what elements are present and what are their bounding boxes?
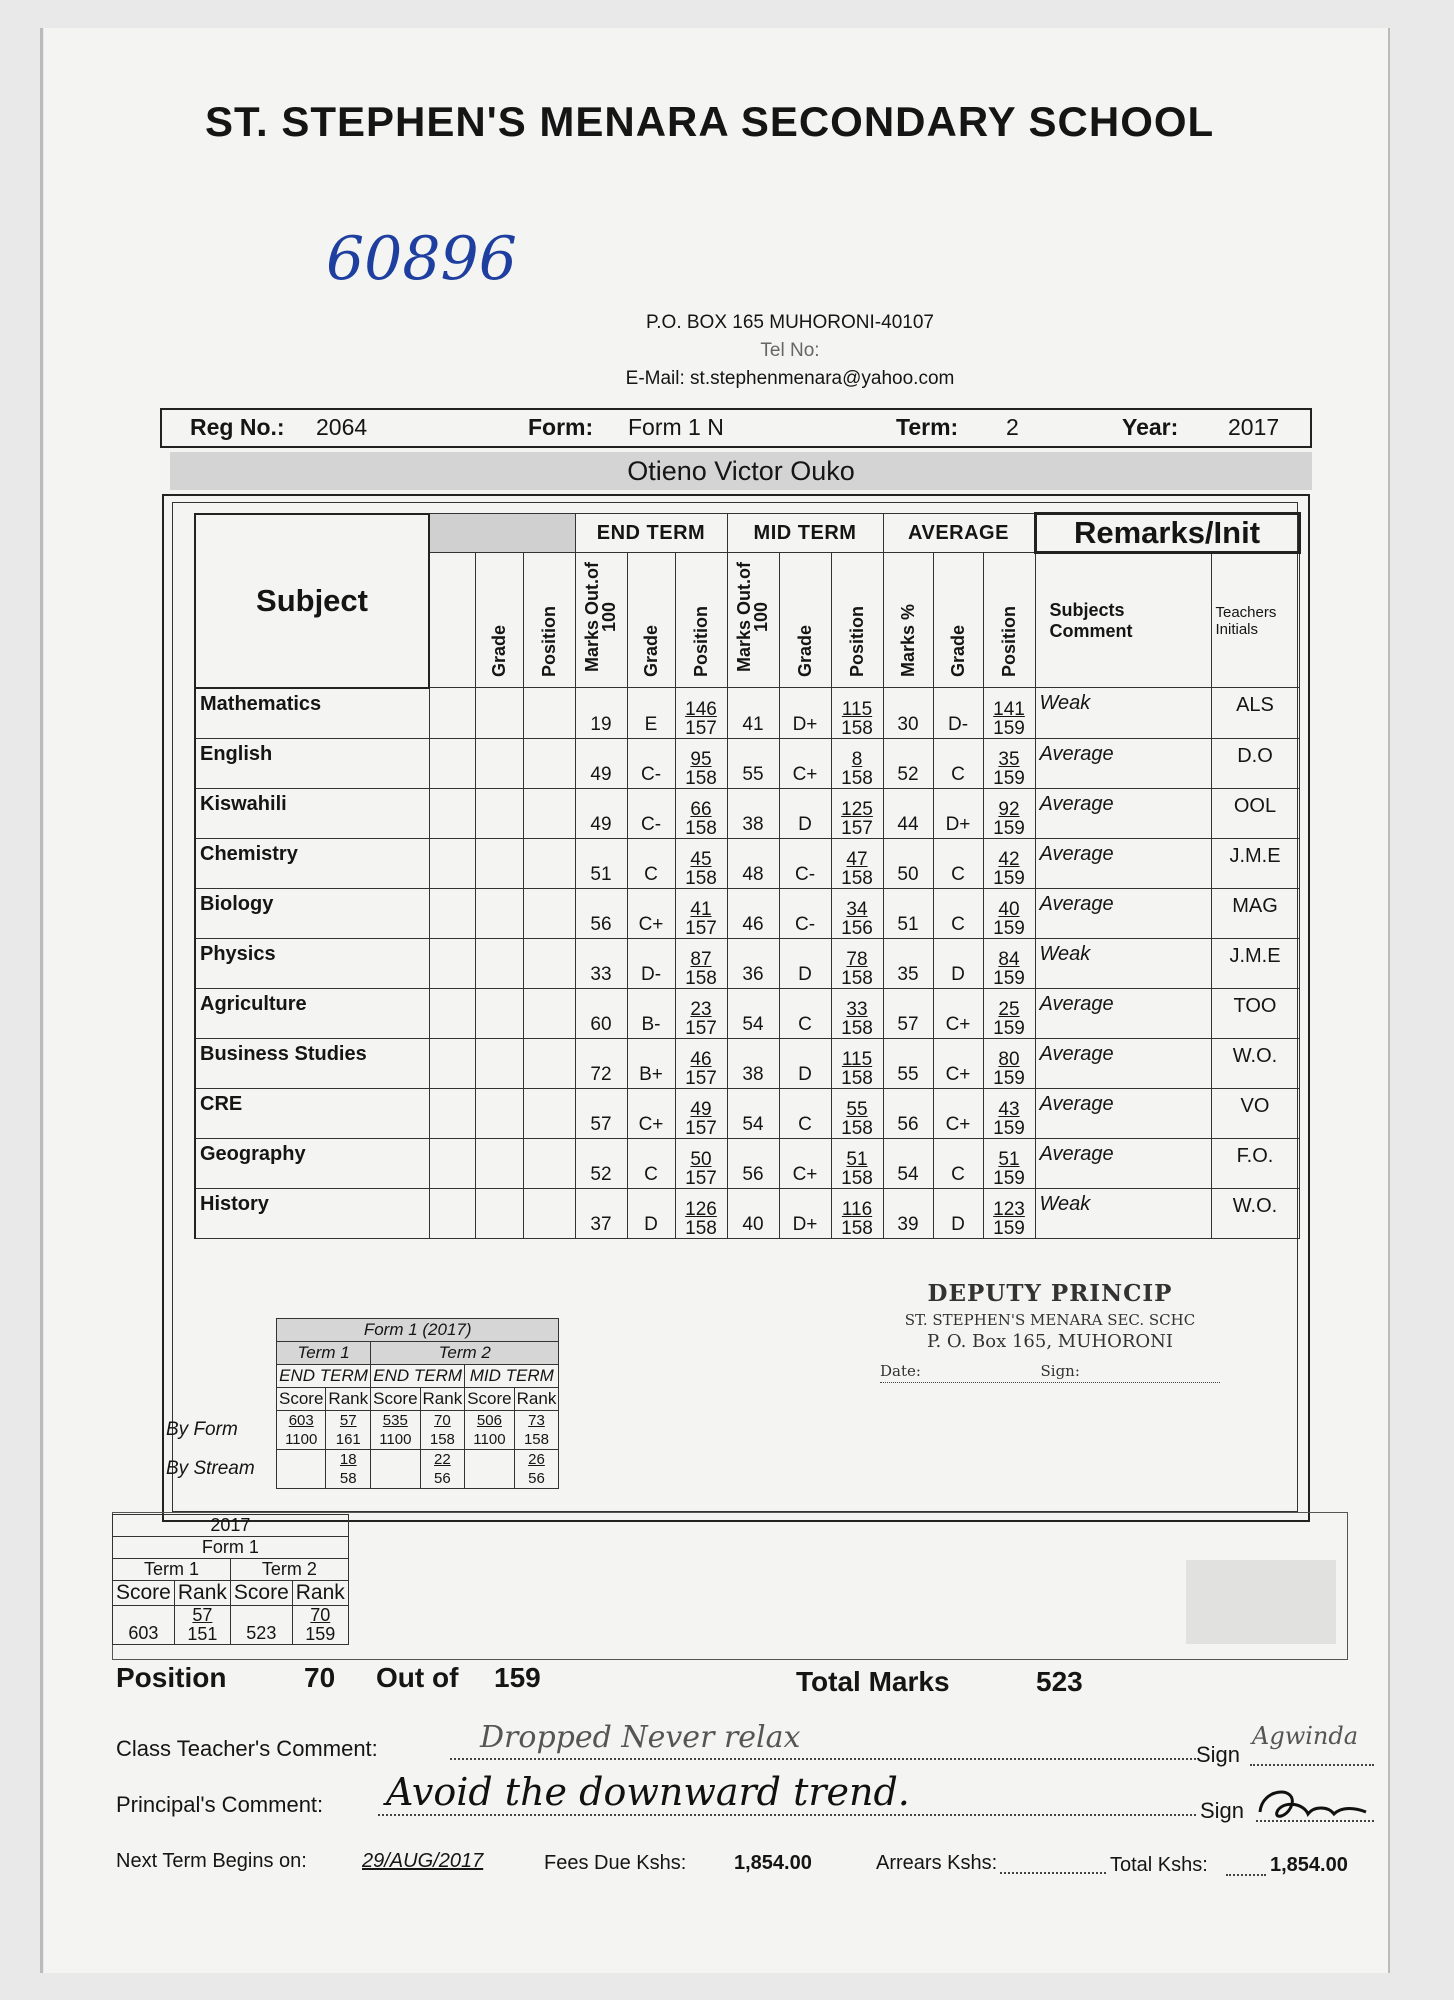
col-avg-grade: Grade bbox=[947, 624, 968, 677]
blank-cell bbox=[475, 1188, 523, 1238]
form-label: Form: bbox=[528, 414, 594, 440]
end-term-grade: D bbox=[627, 1188, 675, 1238]
subject-remark: Average bbox=[1035, 1088, 1211, 1138]
mid-term-heading: MID TERM bbox=[727, 514, 883, 553]
position-cell: 25 159 bbox=[983, 988, 1035, 1038]
teacher-initials: D.O bbox=[1211, 738, 1299, 788]
end-term-grade: C+ bbox=[627, 888, 675, 938]
end-term-grade: C- bbox=[627, 788, 675, 838]
mid-term-marks: 48 bbox=[727, 838, 779, 888]
blank-cell bbox=[523, 1038, 575, 1088]
mid-term-marks: 40 bbox=[727, 1188, 779, 1238]
summary-rank-1: Rank bbox=[326, 1388, 371, 1411]
average-marks: 54 bbox=[883, 1138, 933, 1188]
faded-stamp-area bbox=[1186, 1560, 1336, 1644]
blank-cell bbox=[429, 738, 475, 788]
teacher-initials: VO bbox=[1211, 1088, 1299, 1138]
position-cell: 126 158 bbox=[675, 1188, 727, 1238]
reg-label: Reg No.: bbox=[190, 414, 285, 440]
end-term-grade: C bbox=[627, 838, 675, 888]
end-term-marks: 52 bbox=[575, 1138, 627, 1188]
stamp-address: P. O. Box 165, MUHORONI bbox=[926, 1331, 1173, 1352]
mid-term-grade: D bbox=[779, 788, 831, 838]
subject-remark: Average bbox=[1035, 988, 1211, 1038]
by-form-cell: 73 158 bbox=[514, 1411, 559, 1450]
end-term-marks: 49 bbox=[575, 738, 627, 788]
average-grade: D bbox=[933, 938, 983, 988]
stamp-school: ST. STEPHEN'S MENARA SEC. SCHC bbox=[904, 1311, 1196, 1329]
class-teacher-label: Class Teacher's Comment: bbox=[116, 1736, 378, 1761]
table-row bbox=[195, 1188, 1299, 1238]
position-cell: 84 159 bbox=[983, 938, 1035, 988]
subject-remark: Average bbox=[1035, 838, 1211, 888]
blank-cell bbox=[429, 888, 475, 938]
blank-cell bbox=[475, 738, 523, 788]
average-grade: C bbox=[933, 1138, 983, 1188]
average-marks: 44 bbox=[883, 788, 933, 838]
position-cell: 55 158 bbox=[831, 1088, 883, 1138]
subject-name: Chemistry bbox=[195, 838, 429, 888]
position-cell: 8 158 bbox=[831, 738, 883, 788]
position-cell: 116 158 bbox=[831, 1188, 883, 1238]
handwritten-reference-number: 60896 bbox=[326, 224, 517, 294]
position-value: 70 bbox=[304, 1662, 336, 1693]
mid-term-marks: 55 bbox=[727, 738, 779, 788]
summary-score-2: Score bbox=[371, 1388, 420, 1411]
by-stream-cell: 22 56 bbox=[420, 1450, 465, 1489]
blank-cell bbox=[429, 988, 475, 1038]
stamp-date-label: Date: bbox=[880, 1362, 921, 1380]
col-end-marks: Marks Out.of 100 bbox=[582, 562, 619, 673]
average-marks: 35 bbox=[883, 938, 933, 988]
average-marks: 57 bbox=[883, 988, 933, 1038]
position-cell: 46 157 bbox=[675, 1038, 727, 1088]
average-marks: 50 bbox=[883, 838, 933, 888]
position-cell: 42 159 bbox=[983, 838, 1035, 888]
mid-term-grade: C bbox=[779, 1088, 831, 1138]
blank-cell bbox=[429, 1188, 475, 1238]
position-cell: 115 158 bbox=[831, 688, 883, 739]
by-form-cell: 603 1100 bbox=[277, 1411, 326, 1450]
mid-term-marks: 56 bbox=[727, 1138, 779, 1188]
total-marks-label: Total Marks bbox=[796, 1666, 950, 1697]
position-cell: 92 159 bbox=[983, 788, 1035, 838]
by-form-cell: 535 1100 bbox=[371, 1411, 420, 1450]
position-cell: 66 158 bbox=[675, 788, 727, 838]
total-kshs-value: 1,854.00 bbox=[1270, 1854, 1348, 1876]
mid-term-marks: 38 bbox=[727, 788, 779, 838]
position-cell: 51 159 bbox=[983, 1138, 1035, 1188]
by-stream-empty-1 bbox=[277, 1450, 326, 1489]
fees-due-label: Fees Due Kshs: bbox=[544, 1852, 687, 1874]
by-form-label: By Form bbox=[166, 1419, 238, 1440]
end-term-marks: 49 bbox=[575, 788, 627, 838]
end-term-grade: C- bbox=[627, 738, 675, 788]
teacher-initials: OOL bbox=[1211, 788, 1299, 838]
col-position-blank: Position bbox=[538, 606, 559, 677]
average-marks: 56 bbox=[883, 1088, 933, 1138]
col-grade-blank: Grade bbox=[488, 624, 509, 677]
mid-term-marks: 36 bbox=[727, 938, 779, 988]
table-row bbox=[195, 888, 1299, 938]
student-name: Otieno Victor Ouko bbox=[627, 456, 855, 486]
position-cell: 23 157 bbox=[675, 988, 727, 1038]
blank-cell bbox=[475, 838, 523, 888]
principal-label: Principal's Comment: bbox=[116, 1792, 324, 1817]
by-form-cell: 70 158 bbox=[420, 1411, 465, 1450]
deputy-principal-stamp bbox=[880, 1280, 1220, 1383]
position-cell: 45 158 bbox=[675, 838, 727, 888]
school-email: E-Mail: st.stephenmenara@yahoo.com bbox=[625, 368, 955, 389]
table-row bbox=[195, 688, 1299, 739]
table-row bbox=[195, 1138, 1299, 1188]
average-grade: C+ bbox=[933, 988, 983, 1038]
position-cell: 141 159 bbox=[983, 688, 1035, 739]
summary-score-1: Score bbox=[277, 1388, 326, 1411]
blank-cell bbox=[523, 988, 575, 1038]
position-cell: 40 159 bbox=[983, 888, 1035, 938]
arrears-label: Arrears Kshs: bbox=[876, 1852, 998, 1874]
average-heading: AVERAGE bbox=[883, 514, 1035, 553]
blank-cell bbox=[429, 1038, 475, 1088]
year-summary-table bbox=[112, 1514, 349, 1645]
subject-remark: Average bbox=[1035, 738, 1211, 788]
average-grade: D- bbox=[933, 688, 983, 739]
end-term-marks: 33 bbox=[575, 938, 627, 988]
end-term-grade: B+ bbox=[627, 1038, 675, 1088]
blank-cell bbox=[523, 1088, 575, 1138]
year-score-label-1: Score bbox=[113, 1581, 175, 1606]
subject-name: Mathematics bbox=[195, 688, 429, 739]
year-summary-term2: Term 2 bbox=[230, 1559, 348, 1581]
arrears-dotted-line bbox=[1000, 1872, 1106, 1874]
principal-dotted-line bbox=[378, 1814, 1196, 1816]
table-row bbox=[195, 938, 1299, 988]
subject-remark: Average bbox=[1035, 888, 1211, 938]
by-stream-cell: 18 58 bbox=[326, 1450, 371, 1489]
end-term-grade: C bbox=[627, 1138, 675, 1188]
subject-remark: Average bbox=[1035, 788, 1211, 838]
position-cell: 50 157 bbox=[675, 1138, 727, 1188]
position-cell: 41 157 bbox=[675, 888, 727, 938]
position-cell: 47 158 bbox=[831, 838, 883, 888]
blank-cell bbox=[523, 788, 575, 838]
remarks-heading: Remarks/Init bbox=[1035, 514, 1299, 553]
position-cell: 80 159 bbox=[983, 1038, 1035, 1088]
subject-remark: Average bbox=[1035, 1038, 1211, 1088]
end-term-marks: 56 bbox=[575, 888, 627, 938]
form-summary-table bbox=[164, 1318, 559, 1489]
sign-dotted-line-1 bbox=[1250, 1764, 1374, 1766]
student-info-bar bbox=[160, 408, 1312, 448]
blank-cell bbox=[523, 688, 575, 739]
position-cell: 125 157 bbox=[831, 788, 883, 838]
teacher-initials: W.O. bbox=[1211, 1038, 1299, 1088]
position-cell: 35 159 bbox=[983, 738, 1035, 788]
blank-cell bbox=[523, 838, 575, 888]
table-row bbox=[195, 1038, 1299, 1088]
blank-cell bbox=[429, 938, 475, 988]
position-cell: 51 158 bbox=[831, 1138, 883, 1188]
summary-score-3: Score bbox=[465, 1388, 514, 1411]
by-stream-cell: 26 56 bbox=[514, 1450, 559, 1489]
table-row bbox=[195, 838, 1299, 888]
blank-cell bbox=[523, 938, 575, 988]
sheet-edge-right bbox=[1388, 28, 1390, 1973]
year-rank-label-1: Rank bbox=[174, 1581, 230, 1606]
average-grade: C bbox=[933, 838, 983, 888]
end-term-marks: 37 bbox=[575, 1188, 627, 1238]
summary-rank-2: Rank bbox=[420, 1388, 465, 1411]
mid-term-grade: C bbox=[779, 988, 831, 1038]
blank-cell bbox=[523, 1188, 575, 1238]
by-stream-empty-3 bbox=[465, 1450, 514, 1489]
stamp-title: DEPUTY PRINCIP bbox=[927, 1280, 1173, 1307]
mid-term-marks: 54 bbox=[727, 988, 779, 1038]
table-row bbox=[195, 988, 1299, 1038]
table-row bbox=[195, 738, 1299, 788]
col-end-position: Position bbox=[690, 606, 711, 677]
end-term-grade: B- bbox=[627, 988, 675, 1038]
mid-term-marks: 38 bbox=[727, 1038, 779, 1088]
position-cell: 78 158 bbox=[831, 938, 883, 988]
blank-cell bbox=[429, 1138, 475, 1188]
average-grade: C bbox=[933, 888, 983, 938]
average-marks: 51 bbox=[883, 888, 933, 938]
subject-name: Agriculture bbox=[195, 988, 429, 1038]
subject-remark: Weak bbox=[1035, 1188, 1211, 1238]
mid-term-marks: 54 bbox=[727, 1088, 779, 1138]
position-label: Position bbox=[116, 1662, 227, 1693]
blank-cell bbox=[475, 1138, 523, 1188]
position-cell: 43 159 bbox=[983, 1088, 1035, 1138]
col-avg-position: Position bbox=[998, 606, 1019, 677]
year-summary-year: 2017 bbox=[113, 1515, 349, 1537]
position-cell: 34 156 bbox=[831, 888, 883, 938]
year-t1-score: 603 bbox=[113, 1606, 175, 1645]
teacher-initials: ALS bbox=[1211, 688, 1299, 739]
total-dotted-line bbox=[1226, 1874, 1266, 1876]
teacher-initials: TOO bbox=[1211, 988, 1299, 1038]
blank-cell bbox=[475, 888, 523, 938]
year-t2-rank: 70 159 bbox=[292, 1606, 348, 1645]
summary-term2: Term 2 bbox=[371, 1342, 559, 1365]
blank-cell bbox=[429, 838, 475, 888]
position-cell: 95 158 bbox=[675, 738, 727, 788]
summary-t2-end-term: END TERM bbox=[371, 1365, 465, 1388]
form-value: Form 1 N bbox=[628, 414, 724, 440]
blank-cell bbox=[475, 1088, 523, 1138]
end-term-grade: E bbox=[627, 688, 675, 739]
form-summary-title: Form 1 (2017) bbox=[277, 1319, 559, 1342]
by-form-cell: 57 161 bbox=[326, 1411, 371, 1450]
average-grade: C bbox=[933, 738, 983, 788]
position-cell: 87 158 bbox=[675, 938, 727, 988]
blank-group-header bbox=[429, 514, 575, 553]
teacher-initials: J.M.E bbox=[1211, 938, 1299, 988]
mid-term-grade: D+ bbox=[779, 688, 831, 739]
mid-term-grade: C- bbox=[779, 838, 831, 888]
blank-cell bbox=[429, 1088, 475, 1138]
marks-table bbox=[194, 512, 1301, 1239]
year-score-label-2: Score bbox=[230, 1581, 292, 1606]
teacher-initials: W.O. bbox=[1211, 1188, 1299, 1238]
subject-heading: Subject bbox=[195, 514, 429, 688]
principal-signature-icon bbox=[1252, 1782, 1372, 1826]
school-address: P.O. BOX 165 MUHORONI-40107 bbox=[646, 312, 934, 333]
end-term-heading: END TERM bbox=[575, 514, 727, 553]
blank-cell bbox=[475, 988, 523, 1038]
subject-remark: Weak bbox=[1035, 938, 1211, 988]
school-tel: Tel No: bbox=[760, 340, 820, 361]
table-row bbox=[195, 788, 1299, 838]
subject-name: CRE bbox=[195, 1088, 429, 1138]
mid-term-marks: 41 bbox=[727, 688, 779, 739]
year-summary-form: Form 1 bbox=[113, 1537, 349, 1559]
summary-rank-3: Rank bbox=[514, 1388, 559, 1411]
position-cell: 123 159 bbox=[983, 1188, 1035, 1238]
mid-term-grade: C+ bbox=[779, 738, 831, 788]
position-cell: 49 157 bbox=[675, 1088, 727, 1138]
out-of-label: Out of bbox=[376, 1662, 459, 1693]
summary-t1-end-term: END TERM bbox=[277, 1365, 371, 1388]
blank-cell bbox=[429, 688, 475, 739]
principal-comment: Avoid the downward trend. bbox=[386, 1770, 910, 1814]
teacher-initials: MAG bbox=[1211, 888, 1299, 938]
total-kshs-label: Total Kshs: bbox=[1110, 1854, 1208, 1876]
summary-t2-mid-term: MID TERM bbox=[465, 1365, 559, 1388]
out-of-value: 159 bbox=[494, 1662, 541, 1693]
average-marks: 52 bbox=[883, 738, 933, 788]
position-cell: 115 158 bbox=[831, 1038, 883, 1088]
year-summary-term1: Term 1 bbox=[113, 1559, 231, 1581]
by-stream-label: By Stream bbox=[166, 1458, 255, 1479]
year-label: Year: bbox=[1122, 414, 1179, 440]
position-cell: 146 157 bbox=[675, 688, 727, 739]
col-end-grade: Grade bbox=[640, 624, 661, 677]
end-term-marks: 51 bbox=[575, 838, 627, 888]
end-term-marks: 19 bbox=[575, 688, 627, 739]
year-value: 2017 bbox=[1228, 414, 1280, 440]
class-teacher-dotted-line bbox=[450, 1758, 1196, 1760]
stamp-date-sign bbox=[880, 1362, 1220, 1383]
teacher-initials: F.O. bbox=[1211, 1138, 1299, 1188]
col-mid-grade: Grade bbox=[794, 624, 815, 677]
by-form-cell: 506 1100 bbox=[465, 1411, 514, 1450]
end-term-grade: C+ bbox=[627, 1088, 675, 1138]
mid-term-grade: D bbox=[779, 1038, 831, 1088]
mid-term-grade: C- bbox=[779, 888, 831, 938]
sign-label-1: Sign bbox=[1196, 1742, 1241, 1767]
end-term-grade: D- bbox=[627, 938, 675, 988]
class-teacher-signature: Agwinda bbox=[1252, 1722, 1359, 1750]
subjects-comment-heading: Subjects Comment bbox=[1035, 553, 1211, 688]
col-mid-marks: Marks Out.of 100 bbox=[734, 562, 771, 673]
student-name-bar bbox=[170, 452, 1312, 490]
average-marks: 55 bbox=[883, 1038, 933, 1088]
by-stream-empty-2 bbox=[371, 1450, 420, 1489]
average-grade: C+ bbox=[933, 1038, 983, 1088]
end-term-marks: 60 bbox=[575, 988, 627, 1038]
term-value: 2 bbox=[1006, 414, 1019, 440]
mid-term-marks: 46 bbox=[727, 888, 779, 938]
subject-remark: Weak bbox=[1035, 688, 1211, 739]
average-marks: 30 bbox=[883, 688, 933, 739]
blank-cell bbox=[523, 738, 575, 788]
class-teacher-comment: Dropped Never relax bbox=[480, 1720, 801, 1755]
blank-cell bbox=[475, 1038, 523, 1088]
average-grade: D bbox=[933, 1188, 983, 1238]
position-cell: 33 158 bbox=[831, 988, 883, 1038]
average-grade: D+ bbox=[933, 788, 983, 838]
sheet-edge-left bbox=[40, 28, 43, 1973]
col-avg-marks: Marks % bbox=[897, 603, 918, 677]
fees-due-value: 1,854.00 bbox=[734, 1852, 812, 1874]
year-t2-score: 523 bbox=[230, 1606, 292, 1645]
subject-name: Geography bbox=[195, 1138, 429, 1188]
col-blank-1 bbox=[429, 553, 475, 688]
next-term-value: 29/AUG/2017 bbox=[362, 1850, 484, 1872]
subject-name: English bbox=[195, 738, 429, 788]
sign-label-2: Sign bbox=[1200, 1798, 1245, 1823]
next-term-label: Next Term Begins on: bbox=[116, 1850, 307, 1872]
mid-term-grade: D+ bbox=[779, 1188, 831, 1238]
school-name: ST. STEPHEN'S MENARA SECONDARY SCHOOL bbox=[205, 98, 1215, 145]
teachers-initials-heading: Teachers Initials bbox=[1211, 553, 1299, 688]
average-marks: 39 bbox=[883, 1188, 933, 1238]
summary-term1: Term 1 bbox=[277, 1342, 371, 1365]
total-marks-value: 523 bbox=[1036, 1666, 1083, 1697]
blank-cell bbox=[523, 888, 575, 938]
teacher-initials: J.M.E bbox=[1211, 838, 1299, 888]
subject-remark: Average bbox=[1035, 1138, 1211, 1188]
average-grade: C+ bbox=[933, 1088, 983, 1138]
mid-term-grade: C+ bbox=[779, 1138, 831, 1188]
stamp-sign-label: Sign: bbox=[1040, 1362, 1080, 1380]
blank-cell bbox=[523, 1138, 575, 1188]
blank-cell bbox=[429, 788, 475, 838]
reg-value: 2064 bbox=[316, 414, 368, 440]
subject-name: Business Studies bbox=[195, 1038, 429, 1088]
subject-name: Biology bbox=[195, 888, 429, 938]
subject-name: Physics bbox=[195, 938, 429, 988]
subject-name: Kiswahili bbox=[195, 788, 429, 838]
year-rank-label-2: Rank bbox=[292, 1581, 348, 1606]
end-term-marks: 72 bbox=[575, 1038, 627, 1088]
year-t1-rank: 57 151 bbox=[174, 1606, 230, 1645]
col-mid-position: Position bbox=[846, 606, 867, 677]
mid-term-grade: D bbox=[779, 938, 831, 988]
table-row bbox=[195, 1088, 1299, 1138]
term-label: Term: bbox=[896, 414, 959, 440]
end-term-marks: 57 bbox=[575, 1088, 627, 1138]
subject-name: History bbox=[195, 1188, 429, 1238]
blank-cell bbox=[475, 788, 523, 838]
blank-cell bbox=[475, 688, 523, 739]
blank-cell bbox=[475, 938, 523, 988]
